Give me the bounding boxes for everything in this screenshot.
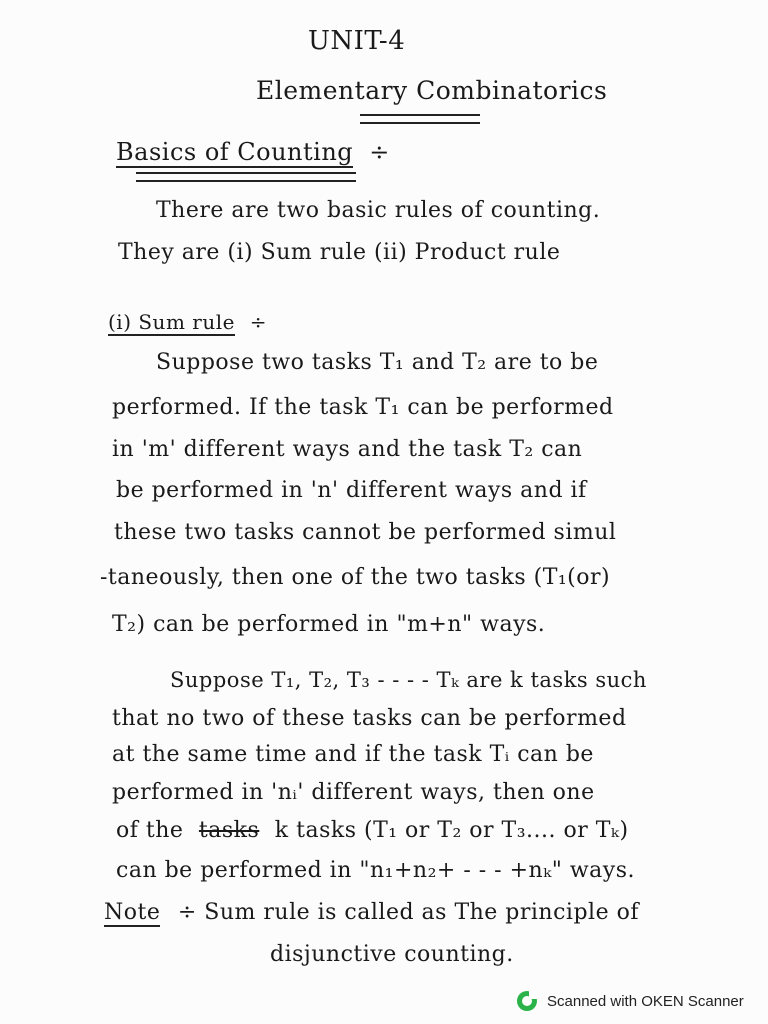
para1-line: these two tasks cannot be performed simul	[114, 520, 617, 545]
para2-line: that no two of these tasks can be performed	[112, 706, 627, 731]
para1-line: T₂) can be performed in "m+n" ways.	[112, 612, 546, 637]
para2-line-5	[116, 818, 629, 843]
section-heading-text: Basics of Counting	[116, 138, 354, 166]
para2-line: can be performed in "n₁+n₂+ - - - +nₖ" ways.	[116, 858, 636, 883]
para2-line: at the same time and if the task Tᵢ can be	[112, 742, 594, 767]
note-label: Note	[104, 900, 161, 925]
struck-word: tasks	[198, 818, 260, 843]
intro-line-1: There are two basic rules of counting.	[156, 198, 601, 223]
oken-scanner-logo-icon	[515, 989, 539, 1013]
note-text: ÷ Sum rule is called as The principle of	[177, 900, 639, 925]
note-line-2: disjunctive counting.	[270, 942, 514, 967]
sub-heading-text: (i) Sum rule	[108, 310, 235, 334]
unit-title: UNIT-4	[308, 26, 406, 56]
scanner-label: Scanned with OKEN Scanner	[547, 992, 744, 1010]
para1-line: -taneously, then one of the two tasks (T₁(or)	[100, 565, 611, 590]
page-subtitle: Elementary Combinatorics	[256, 76, 608, 105]
sub-heading	[108, 310, 267, 334]
scanner-watermark	[515, 988, 765, 1014]
section-heading-underline	[136, 172, 356, 182]
para2-line5-rest: k tasks (T₁ or T₂ or T₃.... or Tₖ)	[274, 818, 629, 843]
para1-line: performed. If the task T₁ can be performed	[112, 395, 614, 420]
section-heading-colon: ÷	[369, 138, 390, 166]
sub-heading-colon: ÷	[249, 310, 268, 334]
note-line	[104, 900, 639, 925]
intro-line-2: They are (i) Sum rule (ii) Product rule	[118, 240, 561, 265]
subtitle-underline	[360, 114, 480, 124]
para2-line5-prefix: of the	[116, 818, 184, 843]
section-heading	[116, 138, 390, 166]
para2-line: Suppose T₁, T₂, T₃ - - - - Tₖ are k tasks such	[170, 668, 647, 692]
para2-line: performed in 'nᵢ' different ways, then one	[112, 780, 595, 805]
para1-line: Suppose two tasks T₁ and T₂ are to be	[156, 350, 599, 375]
para1-line: be performed in 'n' different ways and if	[116, 478, 587, 503]
para1-line: in 'm' different ways and the task T₂ can	[112, 437, 583, 462]
